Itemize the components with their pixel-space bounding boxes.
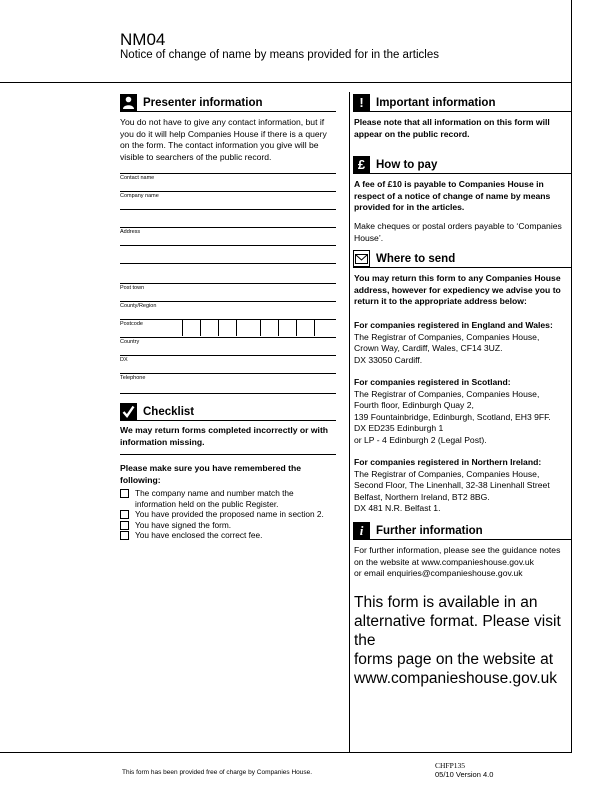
- bottom-rule: [0, 752, 572, 753]
- checklist-item: You have enclosed the correct fee.: [120, 530, 336, 541]
- further-title: Further information: [376, 524, 483, 537]
- telephone-label: Telephone: [120, 375, 146, 381]
- sc-line: DX ED235 Edinburgh 1: [354, 423, 444, 433]
- footer-version: 05/10 Version 4.0: [435, 770, 494, 779]
- post-town-field[interactable]: [120, 283, 336, 302]
- checkbox[interactable]: [120, 489, 129, 498]
- send-section-header: [353, 250, 571, 268]
- checkbox[interactable]: [120, 531, 129, 540]
- presenter-title: Presenter information: [143, 96, 263, 109]
- exclamation-icon: !: [353, 94, 370, 111]
- alt-format-line: This form is available in an: [354, 594, 538, 611]
- checklist-warning: We may return forms completed incorrectly or with information missing.: [120, 425, 329, 447]
- dx-label: DX: [120, 357, 128, 363]
- header-frame: [0, 0, 572, 83]
- pay-title: How to pay: [376, 158, 438, 171]
- northern-ireland-address: [354, 457, 569, 515]
- important-title: Important information: [376, 96, 496, 109]
- post-town-label: Post town: [120, 285, 145, 291]
- checklist-item: You have provided the proposed name in section 2.: [120, 509, 336, 520]
- footer-code: CHFP135: [435, 761, 466, 770]
- checklist-item: You have signed the form.: [120, 520, 336, 531]
- ew-heading: For companies registered in England and Wales:: [354, 320, 553, 330]
- postcode-box[interactable]: [200, 319, 219, 336]
- send-intro: You may return this form to any Companies House address, however for expediency we advise you to return it to the appropriate address below:: [354, 273, 561, 306]
- footer-free-note: This form has been provided free of charge by Companies House.: [122, 769, 313, 776]
- sc-line: The Registrar of Companies, Companies House,: [354, 388, 540, 399]
- checklist-heading: Please make sure you have remembered the following:: [120, 463, 302, 485]
- pound-icon: £: [353, 156, 370, 173]
- alt-format-line: forms page on the website at: [354, 651, 554, 668]
- further-text: [354, 545, 569, 580]
- important-text: Please note that all information on this form will appear on the public record.: [354, 117, 550, 139]
- england-wales-address: [354, 320, 569, 366]
- country-field[interactable]: [120, 337, 336, 356]
- postcode-box[interactable]: [182, 319, 201, 336]
- contact-name-label: Contact name: [120, 175, 155, 181]
- further-line: on the website at www.companieshouse.gov.uk: [354, 556, 534, 567]
- form-code: NM04: [120, 30, 166, 49]
- country-label: Country: [120, 339, 140, 345]
- form-subtitle: Notice of change of name by means provided for in the articles: [120, 49, 439, 61]
- ni-line: Second Floor, The Linenhall, 32-38 Linenhall Street: [354, 480, 550, 490]
- county-label: County/Region: [120, 303, 157, 309]
- alt-format-line: alternative format. Please visit the: [354, 613, 561, 649]
- postcode-box[interactable]: [236, 319, 255, 336]
- sc-line: or LP - 4 Edinburgh 2 (Legal Post).: [354, 434, 487, 445]
- postcode-box[interactable]: [296, 319, 315, 336]
- checkbox[interactable]: [120, 510, 129, 519]
- checklist-items: [120, 488, 336, 541]
- postcode-field[interactable]: [120, 319, 336, 338]
- checkbox[interactable]: [120, 521, 129, 530]
- checklist-item: The company name and number match the information held on the public Register.: [120, 488, 336, 509]
- checkmark-icon: [120, 403, 137, 420]
- ni-line: The Registrar of Companies, Companies House,: [354, 468, 540, 479]
- send-title: Where to send: [376, 252, 456, 265]
- sc-heading: For companies registered in Scotland:: [354, 377, 511, 387]
- contact-name-field[interactable]: [120, 173, 336, 192]
- company-name-label: Company name: [120, 193, 159, 199]
- scotland-address: [354, 377, 569, 446]
- further-line: For further information, please see the guidance notes: [354, 545, 561, 555]
- address-field-line2[interactable]: [120, 245, 336, 264]
- pay-section-header: [353, 156, 571, 174]
- important-section-header: [353, 94, 571, 112]
- column-divider: [349, 92, 350, 752]
- postcode-box[interactable]: [218, 319, 237, 336]
- alt-format-line: www.companieshouse.gov.uk: [354, 670, 558, 687]
- company-name-field[interactable]: [120, 191, 336, 210]
- postcode-label: Postcode: [120, 321, 143, 327]
- postcode-box[interactable]: [314, 319, 333, 336]
- ni-line: DX 481 N.R. Belfast 1.: [354, 503, 441, 513]
- ni-line: Belfast, Northern Ireland, BT2 8BG.: [354, 491, 490, 502]
- company-name-field-line2[interactable]: [120, 209, 336, 228]
- presenter-section-header: [120, 94, 336, 112]
- county-field[interactable]: [120, 301, 336, 320]
- ew-line: Crown Way, Cardiff, Wales, CF14 3UZ.: [354, 343, 503, 353]
- dx-field[interactable]: [120, 355, 336, 374]
- ni-heading: For companies registered in Northern Ireland:: [354, 457, 542, 467]
- right-border: [571, 83, 572, 753]
- address-field-line3[interactable]: [120, 263, 336, 284]
- checklist-section-header: [120, 403, 336, 421]
- envelope-icon: [353, 250, 370, 267]
- ew-line: DX 33050 Cardiff.: [354, 354, 423, 365]
- alternative-format-notice: [354, 593, 569, 688]
- person-icon: [120, 94, 137, 111]
- checklist-rule: [120, 454, 336, 455]
- postcode-box[interactable]: [278, 319, 297, 336]
- postcode-box[interactable]: [260, 319, 279, 336]
- address-label: Address: [120, 229, 141, 235]
- further-section-header: [353, 522, 571, 540]
- address-field[interactable]: [120, 227, 336, 246]
- ew-line: The Registrar of Companies, Companies House,: [354, 331, 540, 342]
- info-icon: i: [353, 522, 370, 539]
- pay-cheques: Make cheques or postal orders payable to ‘Companies House’.: [354, 221, 562, 243]
- presenter-intro: You do not have to give any contact information, but if you do it will help Companies House if there is a query on the form. The contact information you give will be visible to searchers of the public record.: [120, 117, 327, 162]
- further-line: or email enquiries@companieshouse.gov.uk: [354, 568, 523, 578]
- telephone-field[interactable]: [120, 373, 336, 394]
- checklist-title: Checklist: [143, 405, 195, 418]
- sc-line: Fourth floor, Edinburgh Quay 2,: [354, 400, 474, 410]
- pay-fee: A fee of £10 is payable to Companies House in respect of a notice of change of name by means provided for in the articles.: [354, 179, 551, 212]
- sc-line: 139 Fountainbridge, Edinburgh, Scotland, EH3 9FF.: [354, 411, 551, 422]
